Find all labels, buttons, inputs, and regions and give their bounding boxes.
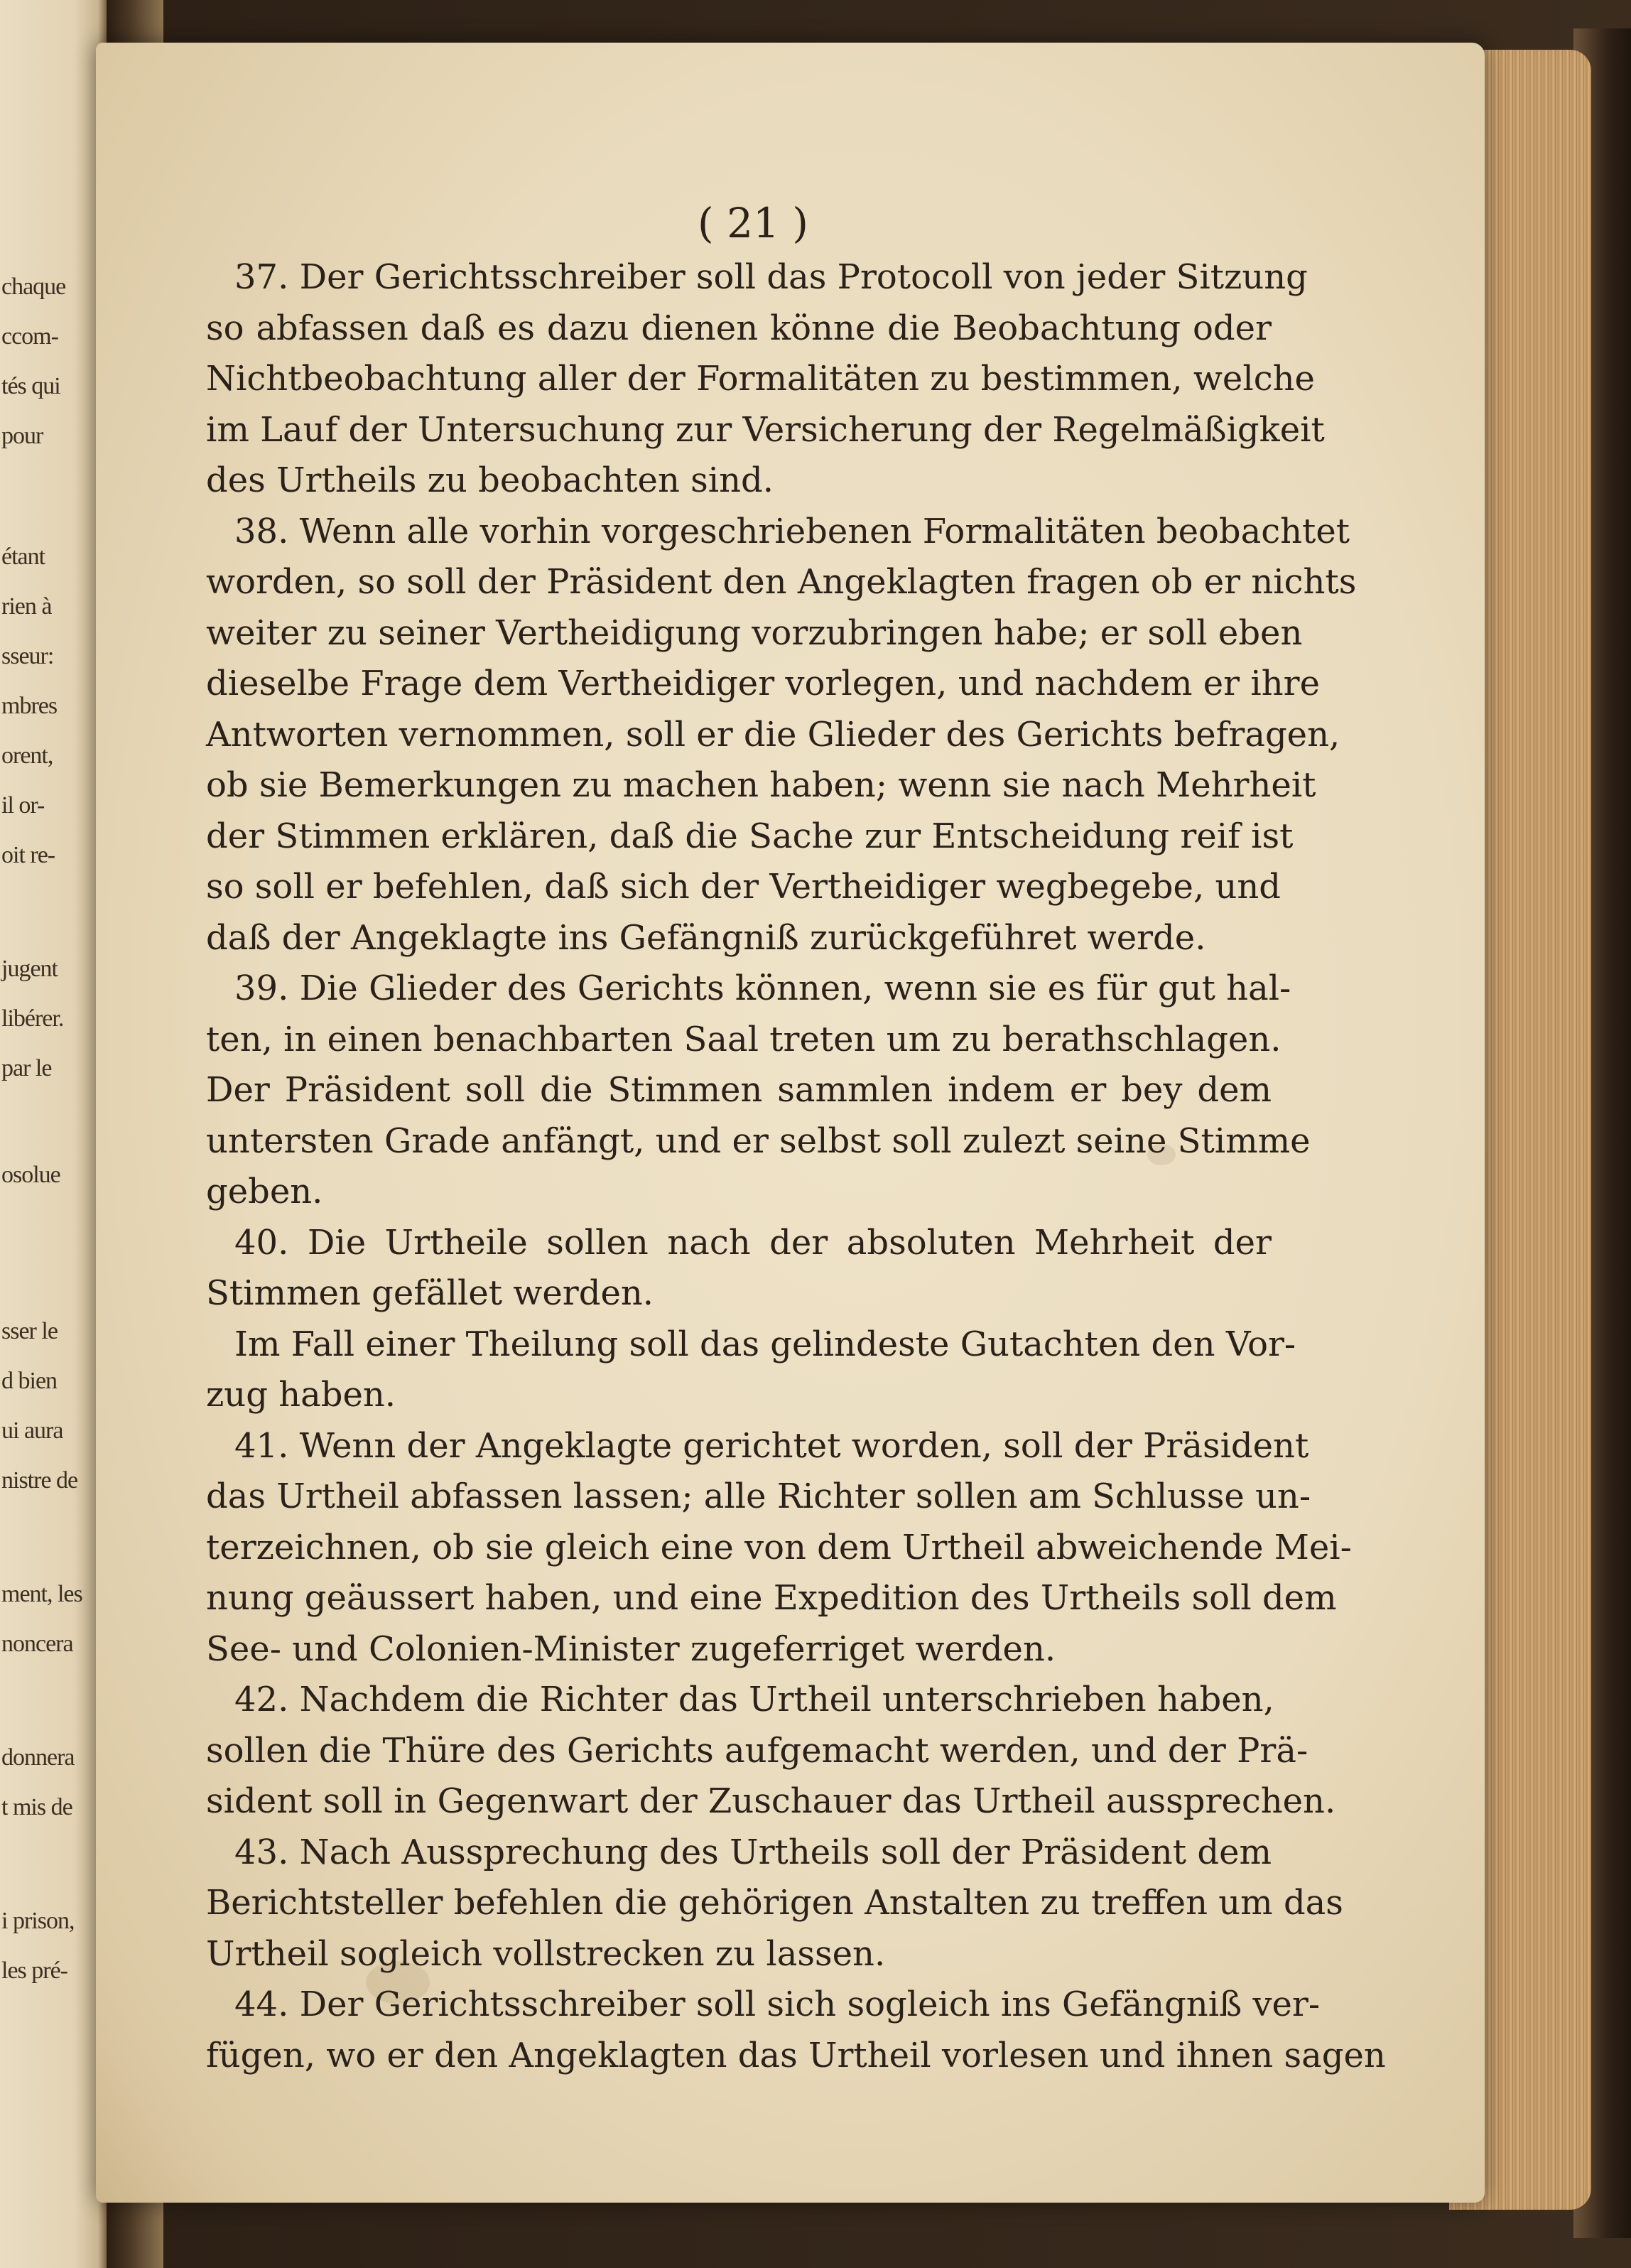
- left-page-fragment: mbres: [1, 693, 58, 719]
- text-line: 37. Der Gerichtsschreiber soll das Protocoll von jeder Sitzung: [234, 257, 1308, 297]
- text-line: ten, in einen benachbarten Saal treten um zu berathschlagen.: [206, 1019, 1282, 1059]
- text-line: sident soll in Gegenwart der Zuschauer das Urtheil aussprechen.: [206, 1781, 1336, 1821]
- left-page-fragment: les pré-: [1, 1958, 68, 1984]
- text-line: das Urtheil abfassen lassen; alle Richter sollen am Schlusse un-: [206, 1476, 1311, 1516]
- text-line: 39. Die Glieder des Gerichts können, wenn sie es für gut hal-: [234, 968, 1291, 1008]
- text-line: 38. Wenn alle vorhin vorgeschriebenen Formalitäten beobachtet: [234, 511, 1350, 551]
- left-page-fragment: oit re-: [1, 842, 55, 868]
- left-page-fragment: osolue: [1, 1162, 60, 1188]
- left-page-fragment: nistre de: [1, 1467, 78, 1494]
- text-line: Der Präsident soll die Stimmen sammlen indem er bey dem: [206, 1070, 1272, 1110]
- left-page-fragment: ccom-: [1, 323, 58, 350]
- text-line: Im Fall einer Theilung soll das gelindeste Gutachten den Vor-: [234, 1324, 1296, 1364]
- left-page-fragment: étant: [1, 544, 45, 570]
- page-number: ( 21 ): [698, 199, 808, 247]
- text-line: 40. Die Urtheile sollen nach der absoluten Mehrheit der: [234, 1222, 1272, 1263]
- left-page-fragment: tés qui: [1, 373, 60, 399]
- left-facing-page: [0, 0, 107, 2268]
- left-page-fragment: donnera: [1, 1744, 75, 1771]
- text-line: dieselbe Frage dem Vertheidiger vorlegen, und nachdem er ihre: [206, 664, 1320, 703]
- left-page-fragment: il or-: [1, 792, 45, 819]
- left-page-fragment: noncera: [1, 1631, 73, 1657]
- left-page-fragment: i prison,: [1, 1908, 75, 1934]
- left-page-fragment: jugent: [1, 956, 58, 982]
- text-line: geben.: [206, 1172, 323, 1211]
- text-line: zug haben.: [206, 1375, 396, 1415]
- text-line: im Lauf der Untersuchung zur Versicherung der Regelmäßigkeit: [206, 409, 1325, 450]
- left-page-fragment: chaque: [1, 274, 66, 300]
- text-line: Urtheil sogleich vollstrecken zu lassen.: [206, 1933, 886, 1974]
- text-line: terzeichnen, ob sie gleich eine von dem Urtheil abweichende Mei-: [206, 1527, 1352, 1567]
- text-line: der Stimmen erklären, daß die Sache zur Entscheidung reif ist: [206, 816, 1294, 856]
- text-line: weiter zu seiner Vertheidigung vorzubringen habe; er soll eben: [206, 612, 1303, 653]
- text-line: des Urtheils zu beobachten sind.: [206, 460, 774, 500]
- text-line: worden, so soll der Präsident den Angeklagten fragen ob er nichts: [206, 562, 1357, 602]
- left-page-fragment: libérer.: [1, 1005, 64, 1032]
- left-page-fragment: ment, les: [1, 1581, 82, 1607]
- left-page-fragment: sseur:: [1, 643, 54, 669]
- text-line: sollen die Thüre des Gerichts aufgemacht werden, und der Prä-: [206, 1730, 1308, 1771]
- left-page-fragment: t mis de: [1, 1794, 72, 1820]
- text-line: 43. Nach Aussprechung des Urtheils soll der Präsident dem: [234, 1832, 1272, 1872]
- left-page-fragment: rien à: [1, 593, 52, 620]
- text-line: Antworten vernommen, soll er die Glieder des Gerichts befragen,: [206, 714, 1340, 755]
- text-line: See- und Colonien-Minister zugeferriget werden.: [206, 1629, 1056, 1669]
- text-line: Stimmen gefället werden.: [206, 1273, 654, 1313]
- text-line: fügen, wo er den Angeklagten das Urtheil vorlesen und ihnen sagen: [206, 2035, 1386, 2075]
- left-page-fragment: sser le: [1, 1318, 58, 1344]
- text-line: nung geäussert haben, und eine Expedition des Urtheils soll dem: [206, 1578, 1337, 1618]
- text-line: Nichtbeobachtung aller der Formalitäten zu bestimmen, welche: [206, 359, 1315, 399]
- left-page-fragment: par le: [1, 1055, 52, 1081]
- text-line: 44. Der Gerichtsschreiber soll sich sogleich ins Gefängniß ver-: [234, 1984, 1321, 2024]
- text-line: so abfassen daß es dazu dienen könne die Beobachtung oder: [206, 308, 1272, 348]
- left-page-fragment: pour: [1, 423, 43, 449]
- text-line: so soll er befehlen, daß sich der Vertheidiger wegbegebe, und: [206, 867, 1282, 907]
- text-line: ob sie Bemerkungen zu machen haben; wenn sie nach Mehrheit: [206, 765, 1316, 805]
- text-line: 41. Wenn der Angeklagte gerichtet worden, soll der Präsident: [234, 1425, 1309, 1466]
- text-line: Berichtsteller befehlen die gehörigen Anstalten zu treffen um das: [206, 1883, 1343, 1923]
- text-line: untersten Grade anfängt, und er selbst soll zulezt seine Stimme: [206, 1120, 1311, 1161]
- left-page-fragment: ui aura: [1, 1418, 63, 1444]
- text-line: 42. Nachdem die Richter das Urtheil unterschrieben haben,: [234, 1680, 1274, 1719]
- left-page-fragment: d bien: [1, 1368, 58, 1394]
- left-page-fragment: orent,: [1, 742, 53, 769]
- text-line: daß der Angeklagte ins Gefängniß zurückgeführet werde.: [206, 917, 1206, 958]
- body-text: [206, 252, 1386, 2081]
